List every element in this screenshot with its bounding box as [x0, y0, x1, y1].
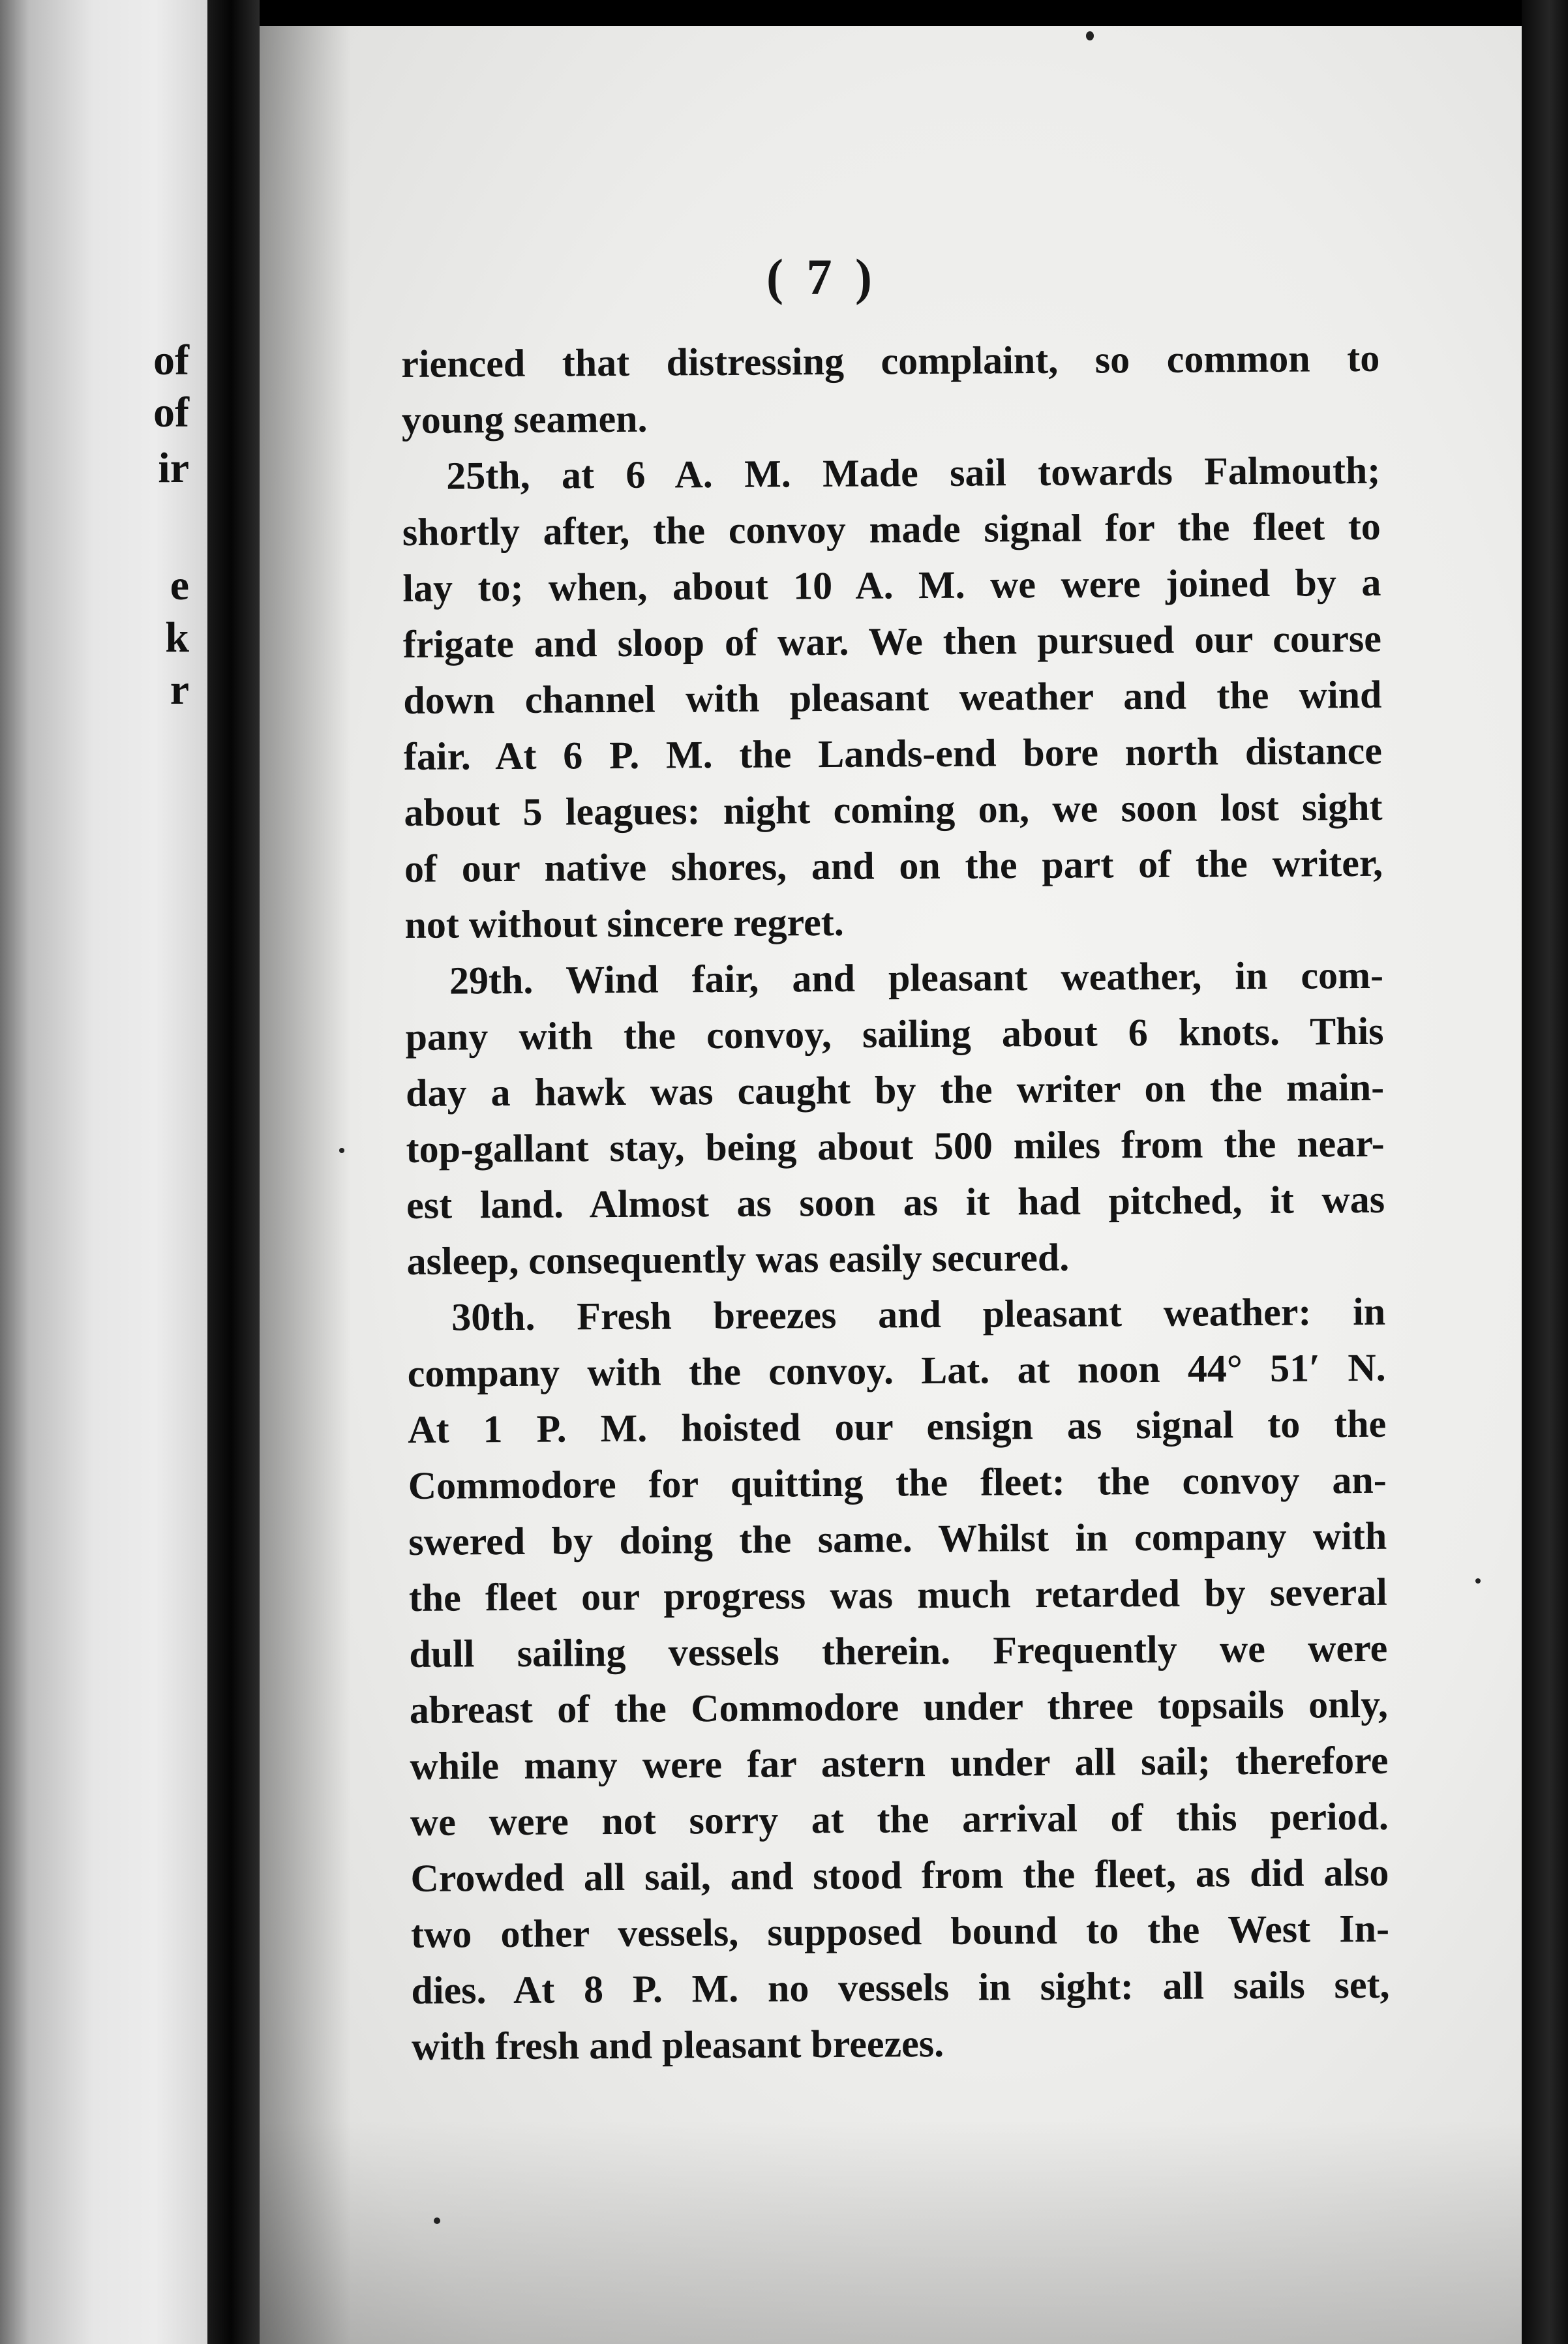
text-line: company with the convoy. Lat. at noon 44° 51′ N. [407, 1345, 1386, 1395]
text-line: young seamen. [401, 397, 648, 442]
text-line: we were not sorry at the arrival of this period. [410, 1794, 1389, 1844]
facing-page-fragment: of [153, 389, 189, 436]
text-line: with fresh and pleasant breezes. [411, 2021, 944, 2068]
text-line: pany with the convoy, sailing about 6 knots. This [405, 1009, 1384, 1059]
text-line: Commodore for quitting the fleet: the convoy an- [408, 1458, 1387, 1507]
text-line: lay to; when, about 10 A. M. we were joined by a [402, 560, 1381, 610]
facing-page-fragment: of [153, 337, 189, 384]
text-line: asleep, consequently was easily secured. [406, 1235, 1070, 1283]
text-line: 29th. Wind fair, and pleasant weather, in com- [449, 953, 1384, 1002]
text-line: not without sincere regret. [404, 900, 844, 946]
facing-page-text-fragments [0, 0, 207, 2344]
facing-page-fragment: r [170, 666, 189, 714]
text-line: fair. At 6 P. M. the Lands-end bore north distance [403, 729, 1383, 778]
text-line: of our native shores, and on the part of the writer, [404, 841, 1383, 890]
text-line: shortly after, the convoy made signal for the fleet to [402, 504, 1381, 554]
text-line: top-gallant stay, being about 500 miles from the near- [406, 1121, 1385, 1171]
text-line: abreast of the Commodore under three topsails only, [409, 1682, 1389, 1732]
scan-speck [1475, 1578, 1481, 1584]
body-text [401, 330, 1390, 2075]
text-line: about 5 leagues: night coming on, we soon lost sight [404, 785, 1383, 834]
book-gutter [207, 0, 260, 2344]
scan-speck [1086, 31, 1094, 40]
text-line: 30th. Fresh breezes and pleasant weather: in [451, 1289, 1386, 1339]
text-line: dies. At 8 P. M. no vessels in sight: all sails set, [411, 1962, 1390, 2012]
facing-page-fragment: k [165, 614, 189, 661]
facing-page-fragment: ir [158, 444, 189, 492]
scan-speck [434, 2217, 440, 2224]
text-line: down channel with pleasant weather and the wind [403, 672, 1382, 722]
text-line: frigate and sloop of war. We then pursued our course [402, 616, 1382, 666]
text-line: At 1 P. M. hoisted our ensign as signal to the [408, 1402, 1387, 1451]
page-number: ( 7 ) [766, 248, 877, 305]
text-line: 25th, at 6 A. M. Made sail towards Falmouth; [446, 448, 1381, 498]
text-line: swered by doing the same. Whilst in company with [408, 1514, 1387, 1563]
text-line: day a hawk was caught by the writer on the main- [405, 1065, 1385, 1115]
text-line: Crowded all sail, and stood from the fleet, as did also [410, 1850, 1389, 1900]
text-line: the fleet our progress was much retarded by several [408, 1570, 1387, 1619]
text-line: est land. Almost as soon as it had pitched, it was [406, 1177, 1385, 1227]
facing-page-fragment: e [170, 562, 189, 609]
scan-speck [339, 1148, 344, 1153]
text-line: two other vessels, supposed bound to the West In- [410, 1906, 1390, 1956]
text-line: rienced that distressing complaint, so common to [401, 336, 1380, 385]
text-line: dull sailing vessels therein. Frequently we were [409, 1626, 1388, 1675]
text-line: while many were far astern under all sail; therefore [410, 1738, 1389, 1788]
page-edge [1522, 0, 1568, 2344]
